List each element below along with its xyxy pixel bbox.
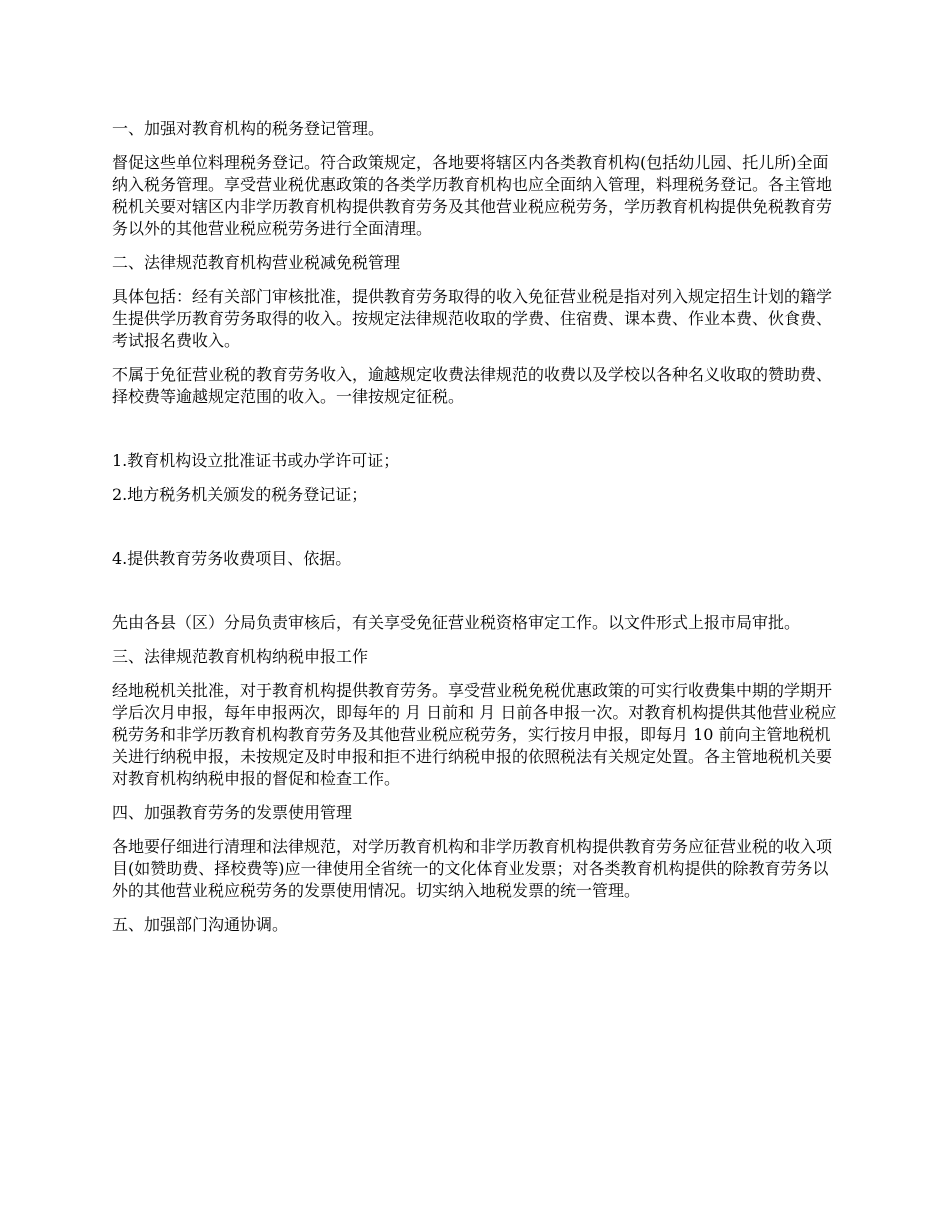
paragraph-registration: 督促这些单位料理税务登记。符合政策规定，各地要将辖区内各类教育机构(包括幼儿园、托儿所)全面纳入税务管理。享受营业税优惠政策的各类学历教育机构也应全面纳入管理，料理税务登记。各主管地税机关要对辖区内非学历教育机构提供教育劳务及其他营业税应税劳务，学历教育机构提供免税教育劳务以外的其他营业税应税劳务进行全面清理。 [112,153,833,238]
list-item-4: 4.提供教育劳务收费项目、依据。 [112,549,352,568]
section-heading-1: 一、加强对教育机构的税务登记管理。 [112,119,385,138]
document-page [112,118,842,936]
section-heading-3: 三、法律规范教育机构纳税申报工作 [112,647,369,666]
paragraph-exemption-scope: 具体包括：经有关部门审核批准，提供教育劳务取得的收入免征营业税是指对列入规定招生计划的籍学生提供学历教育劳务取得的收入。按规定法律规范收取的学费、住宿费、课本费、作业本费、伙食费、考试报名费收入。 [112,287,833,350]
section-heading-4: 四、加强教育劳务的发票使用管理 [112,803,353,822]
paragraph-non-exempt-income: 不属于免征营业税的教育劳务收入，逾越规定收费法律规范的收费以及学校以各种名义收取的赞助费、择校费等逾越规定范围的收入。一律按规定征税。 [112,365,833,406]
list-item-1: 1.教育机构设立批准证书或办学许可证； [112,451,400,470]
section-heading-5: 五、加强部门沟通协调。 [112,915,289,934]
section-heading-2: 二、法律规范教育机构营业税减免税管理 [112,253,401,272]
list-item-2: 2.地方税务机关颁发的税务登记证； [112,485,368,504]
paragraph-invoice-management: 各地要仔细进行清理和法律规范，对学历教育机构和非学历教育机构提供教育劳务应征营业税的收入项目(如赞助费、择校费等)应一律使用全省统一的文化体育业发票；对各类教育机构提供的除教育劳务以外的其他营业税应税劳务的发票使用情况。切实纳入地税发票的统一管理。 [112,837,833,900]
paragraph-review-process: 先由各县（区）分局负责审核后，有关享受免征营业税资格审定工作。以文件形式上报市局审批。 [112,613,801,632]
paragraph-tax-filing: 经地税机关批准，对于教育机构提供教育劳务。享受营业税免税优惠政策的可实行收费集中期的学期开学后次月申报，每年申报两次，即每年的 月 日前和 月 日前各申报一次。对教育机构提供其他营业税应税劳务和非学历教育机构教育劳务及其他营业税应税劳务，实行按月申报，即每月 10 前向主管地税机关进行纳税申报，未按规定及时申报和拒不进行纳税申报的依照税法有关规定处置。各主管地税机关要对教育机构纳税申报的督促和检查工作。 [112,681,837,788]
